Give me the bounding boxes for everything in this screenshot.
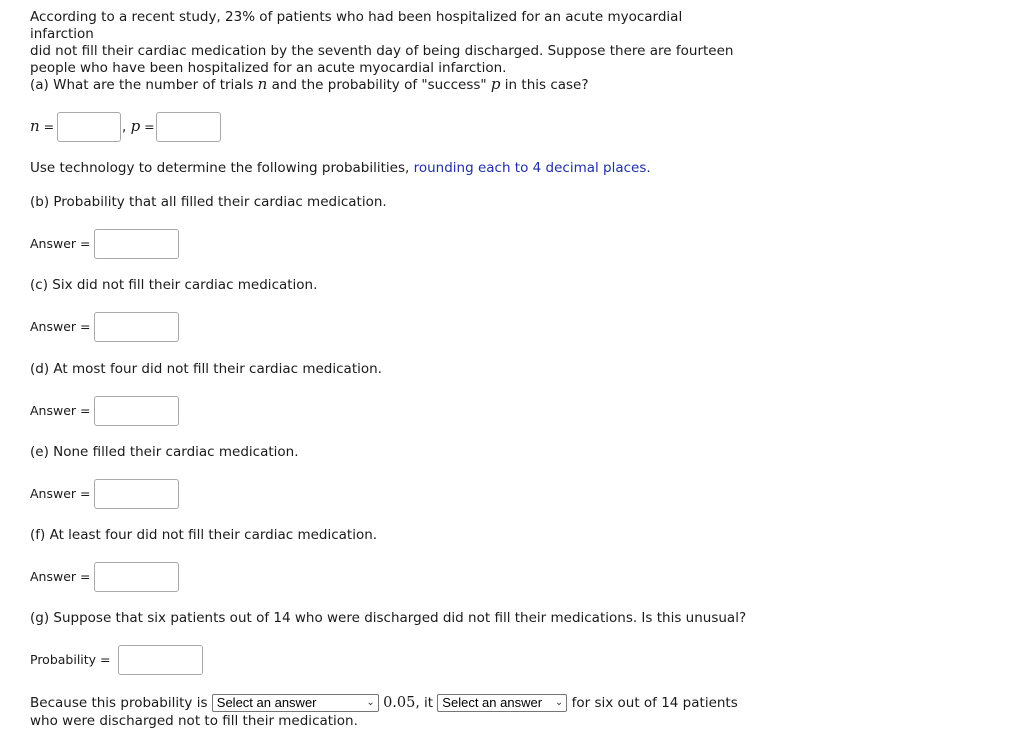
intro-line-1: According to a recent study, 23% of patients who had been hospitalized for an acute myocardial infarction (30, 9, 683, 42)
technology-text: Use technology to determine the following probabilities, (30, 160, 414, 176)
conclusion-line-2: who were discharged not to fill their medication. (30, 713, 358, 729)
n-label (30, 118, 54, 136)
answer-e-input[interactable] (94, 479, 179, 509)
question-d: (d) At most four did not fill their cardiac medication. (30, 361, 382, 377)
answer-f-input[interactable] (94, 562, 179, 592)
question-c: (c) Six did not fill their cardiac medication. (30, 277, 318, 293)
answer-b-label: Answer = (30, 236, 91, 251)
answer-d-input[interactable] (94, 396, 179, 426)
question-f: (f) At least four did not fill their cardiac medication. (30, 527, 378, 543)
conclusion-text-1: Because this probability is (30, 695, 212, 711)
probability-input[interactable] (118, 645, 203, 675)
n-symbol: n (257, 75, 268, 93)
p-label-equals: = (140, 119, 155, 134)
intro-line-3: people who have been hospitalized for an acute myocardial infarction. (30, 60, 507, 76)
question-a-text-1: (a) What are the number of trials (30, 77, 258, 93)
p-symbol: p (490, 75, 501, 93)
question-a-text-2: and the probability of "success" (267, 77, 491, 93)
problem-intro (30, 9, 740, 77)
answer-b-input[interactable] (94, 229, 179, 259)
technology-note (30, 160, 651, 177)
p-label (122, 118, 155, 136)
answer-c-label: Answer = (30, 319, 91, 334)
n-label-symbol: n (30, 117, 40, 135)
p-input[interactable] (156, 112, 221, 142)
answer-e-label: Answer = (30, 486, 91, 501)
intro-line-2: did not fill their cardiac medication by the seventh day of being discharged. Suppose there are fourteen (30, 43, 734, 59)
answer-f-label: Answer = (30, 569, 91, 584)
n-input[interactable] (57, 112, 121, 142)
question-a-text-3: in this case? (500, 77, 589, 93)
chevron-down-icon: ⌄ (366, 697, 375, 708)
threshold-value: 0.05 (383, 695, 416, 711)
question-e: (e) None filled their cardiac medication. (30, 444, 299, 460)
rounding-note: rounding each to 4 decimal places. (413, 160, 651, 176)
p-label-symbol: p (130, 117, 141, 135)
unusual-select-value: Select an answer (442, 695, 543, 710)
answer-c-input[interactable] (94, 312, 179, 342)
conclusion-text-2: , it (415, 695, 438, 711)
question-b: (b) Probability that all filled their cardiac medication. (30, 194, 387, 210)
conclusion-text-3: for six out of 14 patients (567, 695, 738, 711)
unusual-select[interactable] (437, 694, 567, 712)
n-label-equals: = (39, 119, 55, 134)
question-a (30, 76, 589, 94)
comparison-select-value: Select an answer (216, 695, 317, 710)
comma-separator: , (122, 119, 127, 135)
conclusion-line-1 (30, 694, 738, 712)
comparison-select[interactable] (212, 694, 379, 712)
probability-label: Probability = (30, 652, 111, 667)
chevron-down-icon: ⌄ (554, 697, 564, 708)
answer-d-label: Answer = (30, 403, 91, 418)
question-g: (g) Suppose that six patients out of 14 who were discharged did not fill their medications. Is this unusual? (30, 610, 747, 626)
